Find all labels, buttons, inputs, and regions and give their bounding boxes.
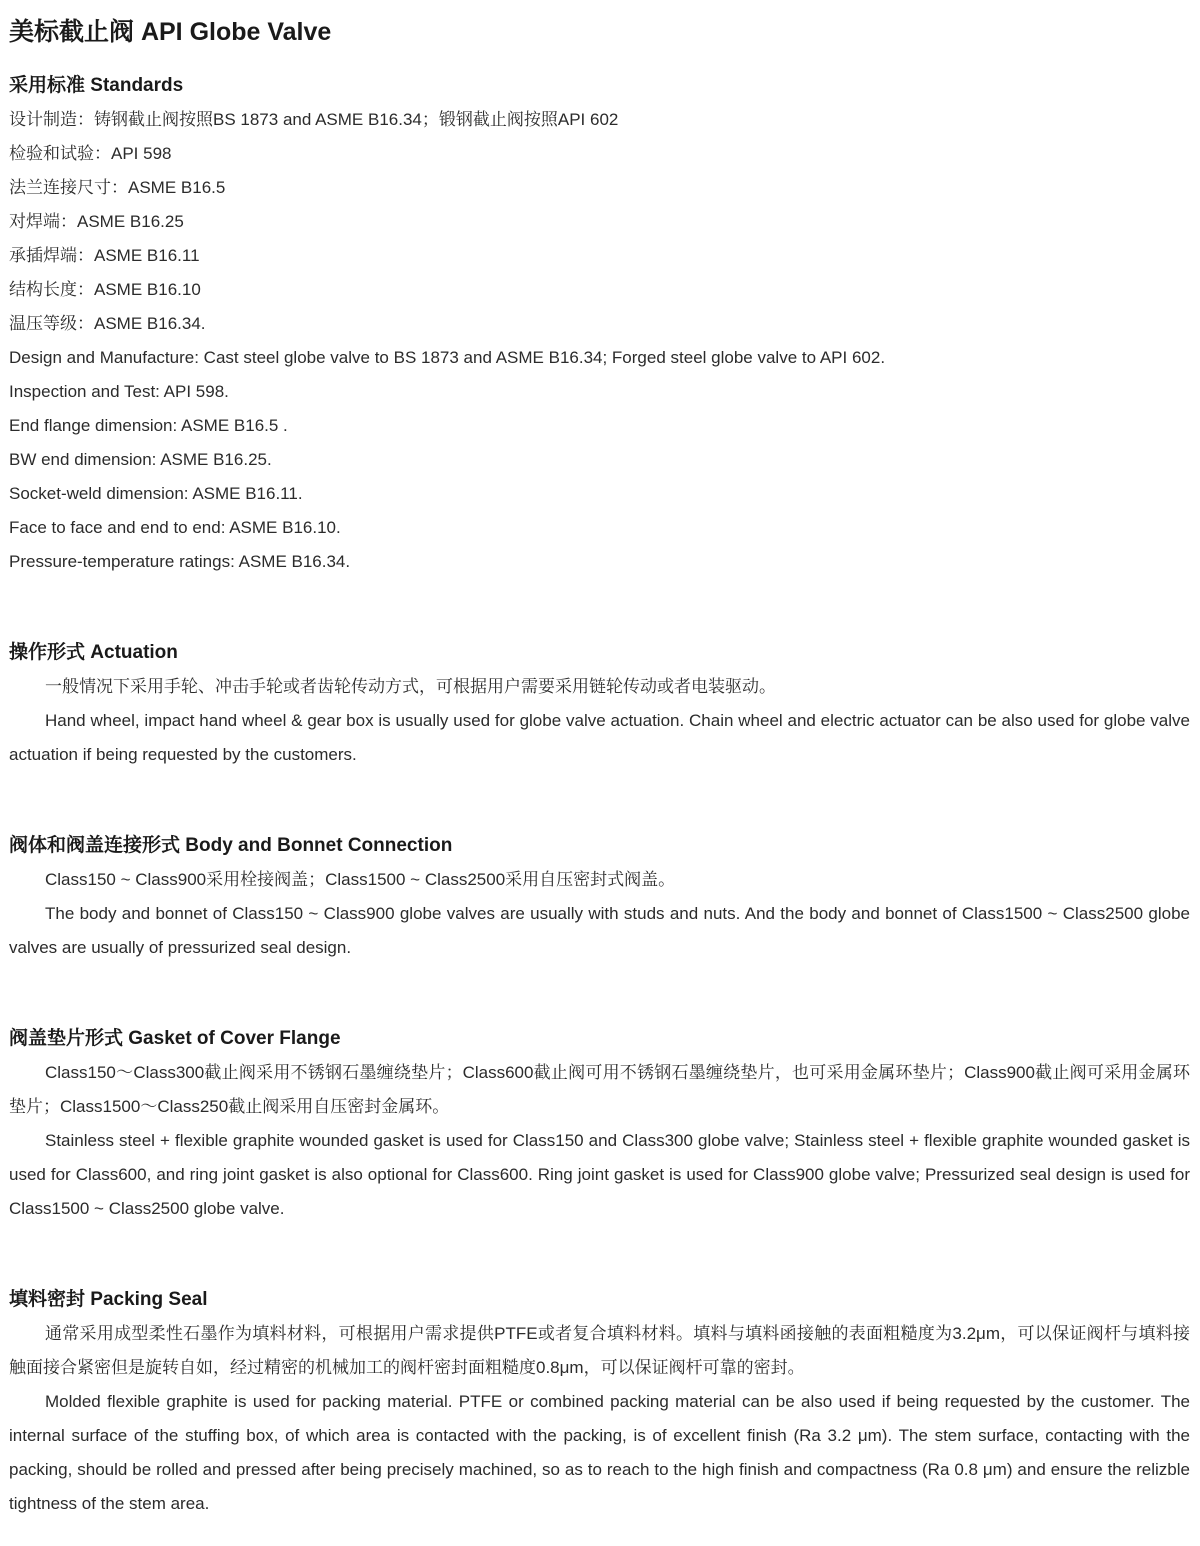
section-heading-gasket: 阀盖垫片形式 Gasket of Cover Flange: [9, 1028, 341, 1049]
packing-section: [9, 1283, 1190, 1521]
body-bonnet-section: [9, 829, 1190, 965]
standards-line: 设计制造：铸钢截止阀按照BS 1873 and ASME B16.34；锻钢截止阀按照API 602: [9, 110, 619, 129]
standards-line: Socket-weld dimension: ASME B16.11.: [9, 484, 303, 503]
standards-line: 对焊端：ASME B16.25: [9, 212, 184, 231]
section-heading-packing: 填料密封 Packing Seal: [9, 1289, 208, 1310]
standards-line: BW end dimension: ASME B16.25.: [9, 450, 272, 469]
standards-line: Face to face and end to end: ASME B16.10.: [9, 518, 341, 537]
standards-line: End flange dimension: ASME B16.5 .: [9, 416, 288, 435]
standards-section: [9, 69, 1190, 579]
body-bonnet-paragraph-chinese: Class150 ~ Class900采用栓接阀盖；Class1500 ~ Class2500采用自压密封式阀盖。: [45, 870, 676, 889]
packing-paragraph-chinese: 通常采用成型柔性石墨作为填料材料，可根据用户需求提供PTFE或者复合填料材料。填料与填料函接触的表面粗糙度为3.2μm，可以保证阀杆与填料接触面接合紧密但是旋转自如，经过精密的机械加工的阀杆密封面粗糙度0.8μm，可以保证阀杆可靠的密封。: [9, 1324, 1190, 1377]
actuation-paragraph-chinese: 一般情况下采用手轮、冲击手轮或者齿轮传动方式，可根据用户需要采用链轮传动或者电装驱动。: [45, 677, 776, 696]
standards-line: Inspection and Test: API 598.: [9, 382, 229, 401]
section-heading-actuation: 操作形式 Actuation: [9, 642, 178, 663]
standards-line: 承插焊端：ASME B16.11: [9, 246, 200, 265]
standards-line: Design and Manufacture: Cast steel globe valve to BS 1873 and ASME B16.34; Forged steel globe valve to API 602.: [9, 348, 886, 367]
page-title: 美标截止阀 API Globe Valve: [9, 18, 332, 46]
packing-paragraph-english: Molded flexible graphite is used for packing material. PTFE or combined packing material can be also used if being requested by the customer. The internal surface of the stuffing box, of which area is contacted with the packing, is of excellent finish (Ra 3.2 μm). The stem surface, contacting with the packing, should be rolled and pressed after being precisely machined, so as to reach to the high finish and compactness (Ra 0.8 μm) and ensure the relizble tightness of the stem area.: [9, 1392, 1190, 1513]
standards-line: Pressure-temperature ratings: ASME B16.34.: [9, 552, 351, 571]
body-bonnet-paragraph-english: The body and bonnet of Class150 ~ Class900 globe valves are usually with studs and nuts. And the body and bonnet of Class1500 ~ Class2500 globe valves are usually of pressurized seal design.: [9, 904, 1190, 957]
actuation-section: [9, 636, 1190, 772]
standards-line: 法兰连接尺寸：ASME B16.5: [9, 178, 226, 197]
standards-line: 结构长度：ASME B16.10: [9, 280, 201, 299]
standards-line: 温压等级：ASME B16.34.: [9, 314, 206, 333]
section-heading-standards: 采用标准 Standards: [9, 75, 184, 96]
section-heading-body-bonnet: 阀体和阀盖连接形式 Body and Bonnet Connection: [9, 835, 453, 856]
gasket-section: [9, 1022, 1190, 1226]
actuation-paragraph-english: Hand wheel, impact hand wheel & gear box is usually used for globe valve actuation. Chain wheel and electric actuator can be also used for globe valve actuation if being requested by the customers.: [9, 711, 1190, 764]
gasket-paragraph-chinese: Class150～Class300截止阀采用不锈钢石墨缠绕垫片；Class600截止阀可用不锈钢石墨缠绕垫片，也可采用金属环垫片；Class900截止阀可采用金属环垫片；Class1500～Class250截止阀采用自压密封金属环。: [9, 1063, 1190, 1116]
gasket-paragraph-english: Stainless steel + flexible graphite wounded gasket is used for Class150 and Class300 globe valve; Stainless steel + flexible graphite wounded gasket is used for Class600, and ring joint gasket is also optional for Class600. Ring joint gasket is used for Class900 globe valve; Pressurized seal design is used for Class1500 ~ Class2500 globe valve.: [9, 1131, 1190, 1218]
standards-line: 检验和试验：API 598: [9, 144, 172, 163]
